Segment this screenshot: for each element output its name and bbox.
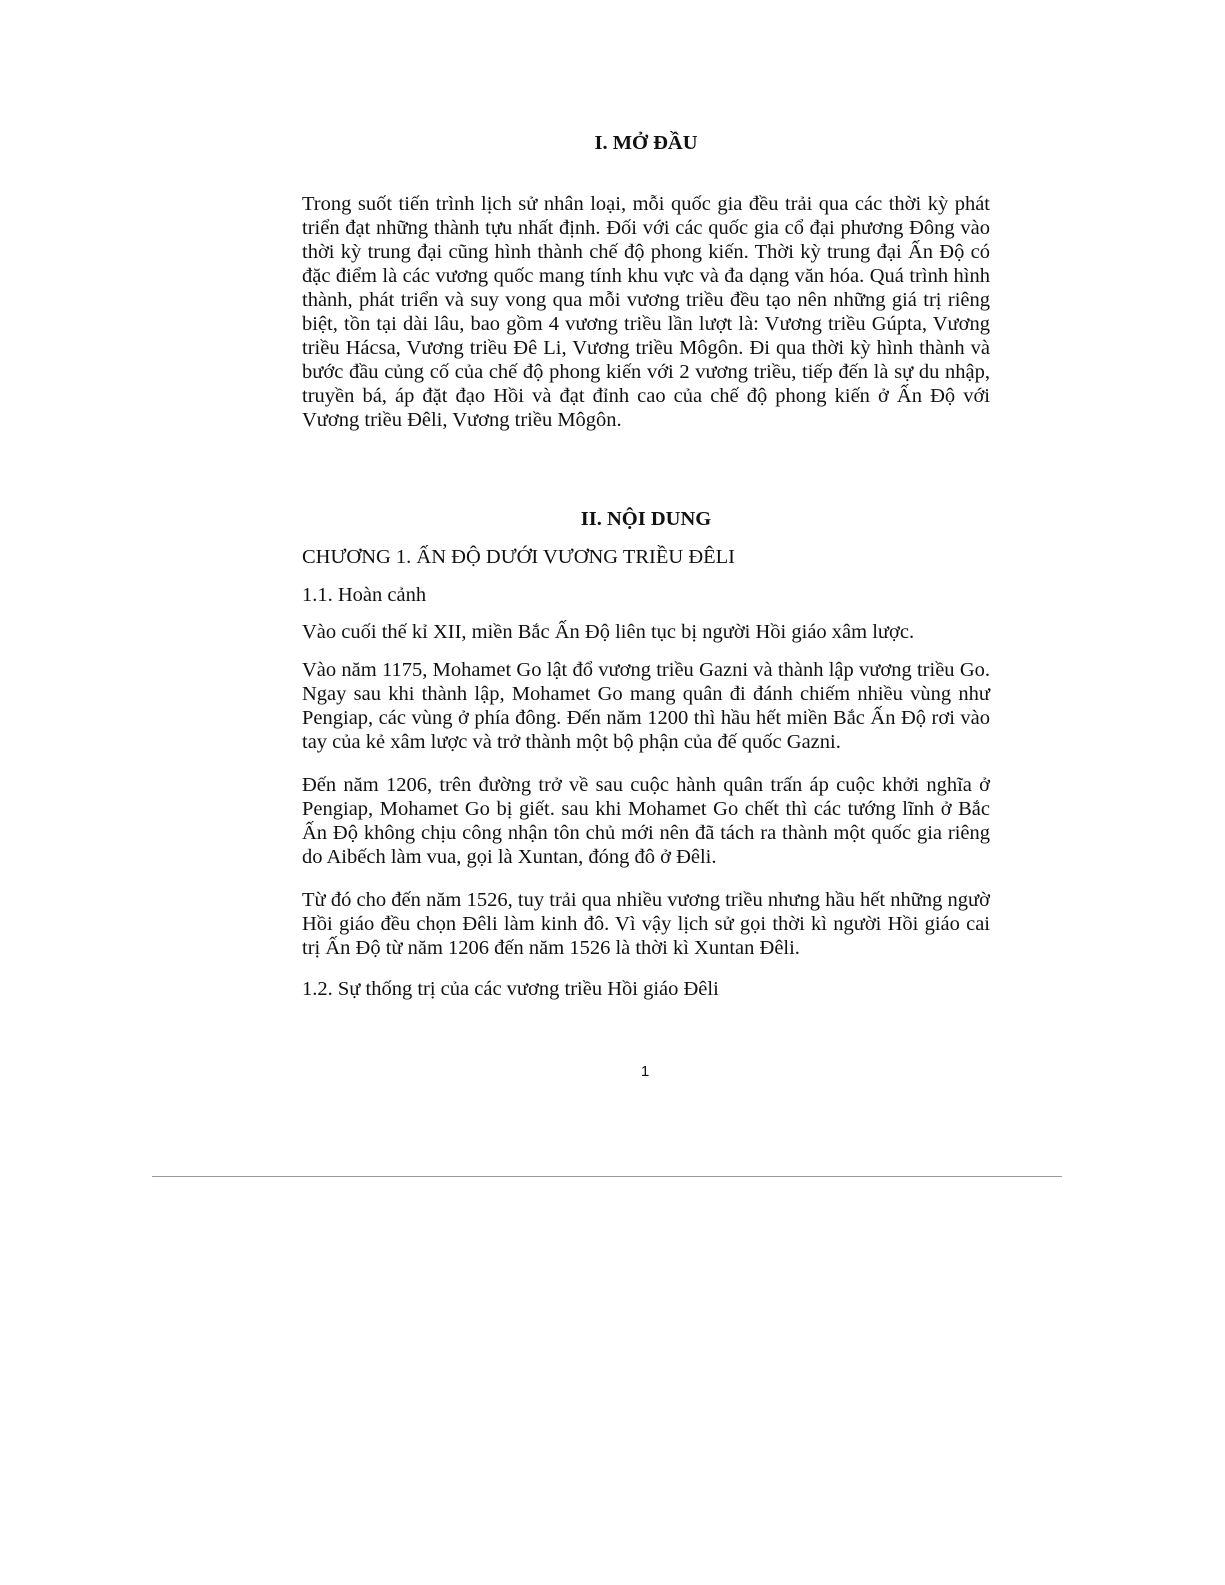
body-paragraph: Từ đó cho đến năm 1526, tuy trải qua nhiều vương triều nhưng hầu hết những ngườ Hồi giáo đều chọn Đêli làm kinh đô. Vì vậy lịch sử gọi thời kì người Hồi giáo cai trị Ấn Độ từ năm 1206 đến năm 1526 là thời kì Xuntan Đêli. bbox=[302, 889, 990, 959]
section-heading-content: II. NỘI DUNG bbox=[580, 508, 712, 530]
body-paragraph: Vào cuối thế kỉ XII, miền Bắc Ấn Độ liên tục bị người Hồi giáo xâm lược. bbox=[302, 621, 915, 643]
page-break-divider bbox=[152, 1176, 1062, 1177]
introduction-paragraph: Trong suốt tiến trình lịch sử nhân loại, mỗi quốc gia đều trải qua các thời kỳ phát triển đạt những thành tựu nhất định. Đối với các quốc gia cổ đại phương Đông vào thời kỳ trung đại cũng hình thành chế độ phong kiến. Thời kỳ trung đại Ấn Độ có đặc điểm là các vương quốc mang tính khu vực và đa dạng văn hóa. Quá trình hình thành, phát triển và suy vong qua mỗi vương triều đều tạo nên những giá trị riêng biệt, tồn tại dài lâu, bao gồm 4 vương triều lần lượt là: Vương triều Gúpta, Vương triều Hácsa, Vương triều Đê Li, Vương triều Môgôn. Đi qua thời kỳ hình thành và bước đầu củng cố của chế độ phong kiến với 2 vương triều, tiếp đến là sự du nhập, truyền bá, áp đặt đạo Hồi và đạt đỉnh cao của chế độ phong kiến ở Ấn Độ với Vương triều Đêli, Vương triều Môgôn. bbox=[302, 193, 990, 431]
chapter-title: CHƯƠNG 1. ẤN ĐỘ DƯỚI VƯƠNG TRIỀU ĐÊLI bbox=[302, 546, 736, 568]
subsection-heading-1-1: 1.1. Hoàn cảnh bbox=[302, 584, 427, 606]
subsection-heading-1-2: 1.2. Sự thống trị của các vương triều Hồi giáo Đêli bbox=[302, 978, 719, 1000]
body-paragraph: Đến năm 1206, trên đường trở về sau cuộc hành quân trấn áp cuộc khởi nghĩa ở Pengiap, Mohamet Go bị giết. sau khi Mohamet Go chết thì các tướng lĩnh ở Bắc Ấn Độ không chịu công nhận tôn chủ mới nên đã tách ra thành một quốc gia riêng do Aibếch làm vua, gọi là Xuntan, đóng đô ở Đêli. bbox=[302, 774, 990, 868]
section-heading-introduction: I. MỞ ĐẦU bbox=[594, 132, 698, 154]
page-number: 1 bbox=[640, 1063, 650, 1080]
body-paragraph: Vào năm 1175, Mohamet Go lật đổ vương triều Gazni và thành lập vương triều Go. Ngay sau khi thành lập, Mohamet Go mang quân đi đánh chiếm nhiều vùng như Pengiap, các vùng ở phía đông. Đến năm 1200 thì hầu hết miền Bắc Ấn Độ rơi vào tay của kẻ xâm lược và trở thành một bộ phận của đế quốc Gazni. bbox=[302, 659, 990, 753]
